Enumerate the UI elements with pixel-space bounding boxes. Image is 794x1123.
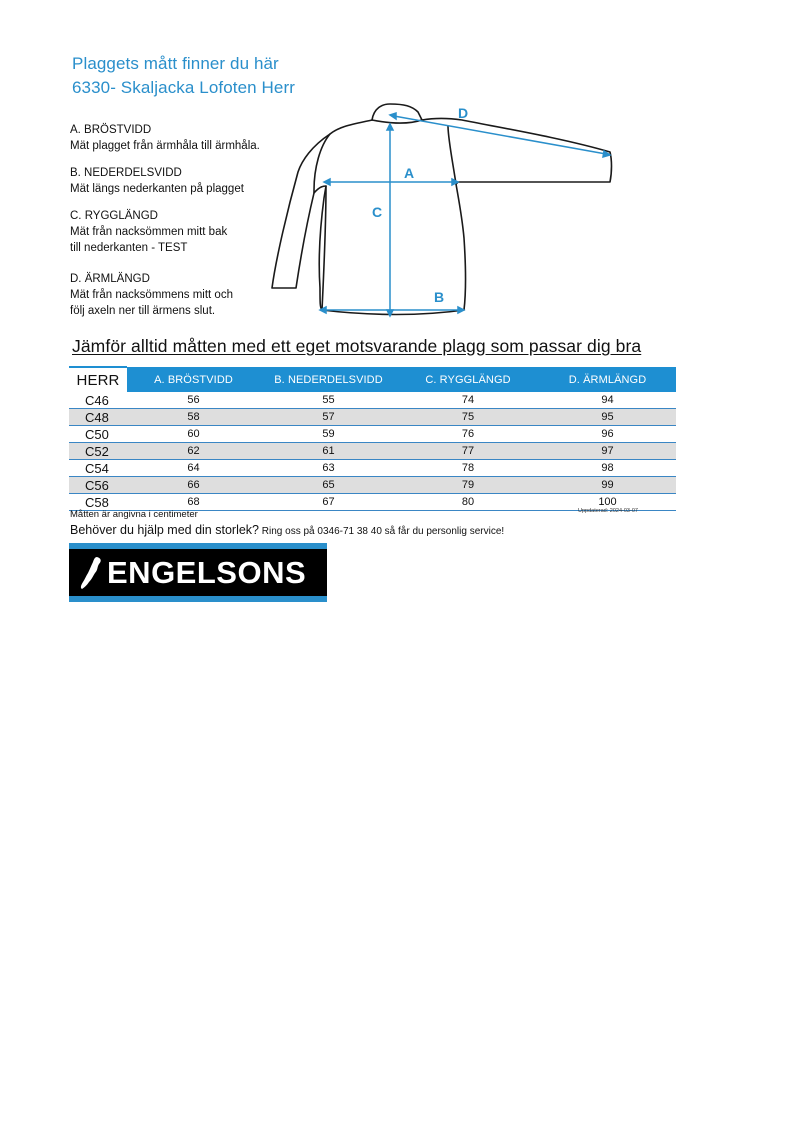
logo-wordmark: ENGELSONS — [107, 555, 307, 590]
value-cell: 66 — [127, 477, 260, 494]
definition-text: Mät längs nederkanten på plagget — [70, 183, 244, 195]
value-cell: 58 — [127, 409, 260, 426]
size-cell: C52 — [69, 443, 127, 460]
value-cell: 97 — [539, 443, 676, 460]
definition-c — [70, 208, 280, 256]
table-corner-label: HERR — [69, 367, 127, 392]
jacket-measurement-diagram — [262, 98, 622, 328]
value-cell: 99 — [539, 477, 676, 494]
value-cell: 74 — [397, 392, 539, 409]
sweden-silhouette-icon — [77, 555, 105, 591]
jacket-body — [314, 119, 612, 315]
value-cell: 77 — [397, 443, 539, 460]
value-cell: 75 — [397, 409, 539, 426]
definition-b — [70, 165, 280, 197]
table-row — [69, 460, 676, 477]
size-cell: C58 — [69, 494, 127, 511]
value-cell: 59 — [260, 426, 397, 443]
size-cell: C56 — [69, 477, 127, 494]
compare-heading: Jämför alltid måtten med ett eget motsvarande plagg som passar dig bra — [72, 336, 642, 356]
jacket-collar — [372, 104, 422, 120]
value-cell: 78 — [397, 460, 539, 477]
definition-heading: C. RYGGLÄNGD — [70, 210, 158, 222]
value-cell: 80 — [397, 494, 539, 511]
label-c: C — [372, 204, 383, 220]
definition-text: Mät från nacksömmens mitt och följ axeln ner till ärmens slut. — [70, 289, 233, 317]
definition-a — [70, 122, 280, 154]
size-table — [69, 366, 676, 511]
table-row — [69, 409, 676, 426]
size-cell: C50 — [69, 426, 127, 443]
value-cell: 94 — [539, 392, 676, 409]
help-question: Behöver du hjälp med din storlek? — [70, 523, 260, 537]
engelsons-logo — [69, 543, 327, 602]
value-cell: 65 — [260, 477, 397, 494]
value-cell: 63 — [260, 460, 397, 477]
definition-text: Mät från nacksömmen mitt bak till nederkanten - TEST — [70, 226, 228, 254]
size-cell: C46 — [69, 392, 127, 409]
updated-date: Uppdaterad: 2024-03-07 — [578, 508, 638, 514]
logo-bottom-band — [69, 596, 327, 602]
column-header: D. ÄRMLÄNGD — [539, 367, 676, 392]
help-line — [70, 523, 504, 537]
value-cell: 96 — [539, 426, 676, 443]
value-cell: 57 — [260, 409, 397, 426]
table-row — [69, 477, 676, 494]
value-cell: 100 — [539, 494, 676, 511]
value-cell: 76 — [397, 426, 539, 443]
definition-text: Mät plagget från ärmhåla till ärmhåla. — [70, 140, 260, 152]
definition-heading: A. BRÖSTVIDD — [70, 124, 152, 136]
value-cell: 98 — [539, 460, 676, 477]
product-title: 6330- Skaljacka Lofoten Herr — [72, 78, 295, 97]
value-cell: 68 — [127, 494, 260, 511]
value-cell: 67 — [260, 494, 397, 511]
jacket-left-sleeve — [272, 134, 330, 288]
unit-note: Måtten är angivna i centimeter — [70, 509, 198, 520]
value-cell: 62 — [127, 443, 260, 460]
value-cell: 64 — [127, 460, 260, 477]
definition-heading: B. NEDERDELSVIDD — [70, 167, 182, 179]
logo-top-band — [69, 543, 327, 549]
table-row — [69, 443, 676, 460]
label-d: D — [458, 105, 469, 121]
definition-heading: D. ÄRMLÄNGD — [70, 273, 150, 285]
column-header: A. BRÖSTVIDD — [127, 367, 260, 392]
value-cell: 95 — [539, 409, 676, 426]
table-header-row — [69, 367, 676, 392]
page-title: Plaggets mått finner du här — [72, 54, 279, 73]
value-cell: 60 — [127, 426, 260, 443]
column-header: B. NEDERDELSVIDD — [260, 367, 397, 392]
size-cell: C48 — [69, 409, 127, 426]
table-row — [69, 426, 676, 443]
help-text: Ring oss på 0346-71 38 40 så får du personlig service! — [259, 526, 505, 537]
value-cell: 79 — [397, 477, 539, 494]
value-cell: 56 — [127, 392, 260, 409]
value-cell: 55 — [260, 392, 397, 409]
title-block — [72, 52, 295, 100]
label-a: A — [404, 165, 415, 181]
definition-d — [70, 271, 280, 319]
value-cell: 61 — [260, 443, 397, 460]
table-row — [69, 392, 676, 409]
size-cell: C54 — [69, 460, 127, 477]
column-header: C. RYGGLÄNGD — [397, 367, 539, 392]
label-b: B — [434, 289, 445, 305]
